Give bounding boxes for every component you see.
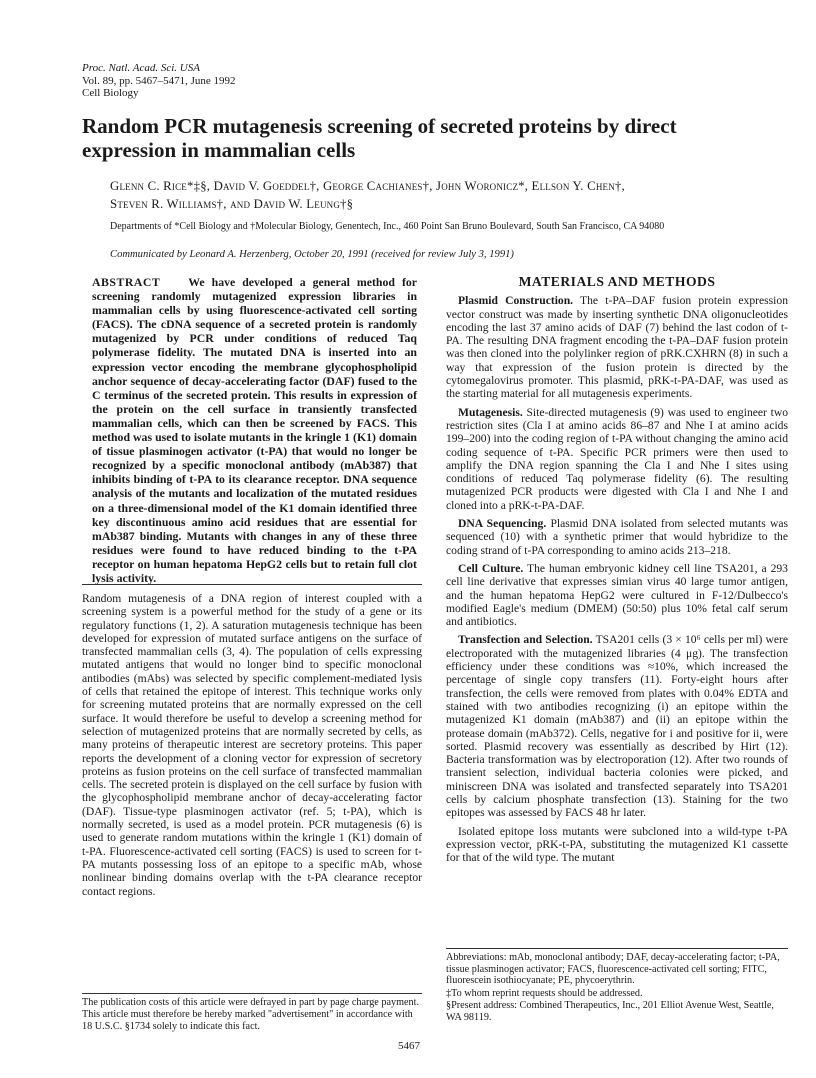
footnote-rule (82, 993, 422, 994)
present-address-note: §Present address: Combined Therapeutics, Inc., 201 Elliot Avenue West, Seattle, WA 98119. (446, 1000, 774, 1023)
methods-paragraph: Transfection and Selection. TSA201 cells (3 × 10⁶ cells per ml) were electroporated with the mutagenized libraries (4 μg). The transfection efficiency under these conditions was ≈10%, which increased the percentage of single copy transfers (11). Forty-eight hours after transfection, the cells were removed from plates with 0.04% EDTA and stained with two antibodies recognizing (i) an epitope within the mutagenized K1 domain (mAb387) and (ii) an epitope within the protease domain (mAb372). Cells, negative for i and positive for ii, were sorted. Plasmid recovery was essentially as described by Hirt (12). Bacteria transformation was by electroporation (12). After two rounds of transient selection, individual bacteria colonies were picked, and miniscreen DNA was isolated and transfected separately into TSA201 cells by calcium phosphate transfection (13). Staining for the two epitopes was assessed by FACS 48 hr later. (446, 633, 788, 820)
methods-paragraph: Cell Culture. The human embryonic kidney cell line TSA201, a 293 cell line derivative that expresses simian virus 40 large tumor antigen, and the human hepatoma HepG2 were cultured in F-12/Dulbecco's modified Eagle's medium (DMEM) (50:50) plus 10% fetal calf serum and antibiotics. (446, 561, 788, 629)
article-title: Random PCR mutagenesis screening of secreted proteins by direct expression in mammalian cells (82, 114, 677, 162)
journal-name: Proc. Natl. Acad. Sci. USA (82, 62, 200, 74)
abstract (92, 275, 417, 585)
volume-line: Vol. 89, pp. 5467–5471, June 1992 (82, 74, 236, 87)
methods-paragraph: Isolated epitope loss mutants were subcloned into a wild-type t-PA expression vector, pRK-t-PA, substituting the mutagenized K1 cassette for that of the wild type. The mutant (446, 824, 788, 865)
communicated-by: Communicated by Leonard A. Herzenberg, October 20, 1991 (received for review July 3, 1991) (110, 249, 514, 260)
page-number: 5467 (398, 1040, 420, 1052)
abstract-label: ABSTRACT (92, 275, 161, 289)
journal-header (82, 62, 236, 100)
methods-heading: MATERIALS AND METHODS (518, 274, 716, 289)
methods-column (446, 275, 788, 869)
reprint-note: ‡To whom reprint requests should be addressed. (446, 987, 643, 999)
publication-cost-footnote: The publication costs of this article were defrayed in part by page charge payment. This article must therefore be hereby marked "advertisement" in accordance with 18 U.S.C. §1734 solely to indicate this fact. (82, 997, 420, 1032)
abstract-divider (82, 584, 422, 585)
affiliation: Departments of *Cell Biology and †Molecular Biology, Genentech, Inc., 460 Point San Bruno Boulevard, South San Francisco, CA 94080 (110, 221, 665, 232)
intro-paragraph: Random mutagenesis of a DNA region of interest coupled with a screening system is a powerful method for the study of a gene or its regulatory functions (1, 2). A saturation mutagenesis technique has been developed for expression of mutated surface antigens on the surface of transfected mammalian cells (3, 4). The population of cells expressing mutated antigens that would no longer bind to specific monoclonal antibodies (mAbs) was selected by specific complement-mediated lysis of cells that retained the epitope of interest. This technique works only for screening mutated proteins that are normally expressed on the cell surface. It would therefore be useful to develop a screening method for selection of mutagenized proteins that are normally secreted by cells, as many proteins of therapeutic interest are secretory proteins. This paper reports the development of a cloning vector for expression of secretory proteins as fusion proteins on the cell surface of transfected mammalian cells. The secreted protein is displayed on the cell surface by fusion with the glycophospholipid membrane anchor of decay-accelerating factor (DAF). Tissue-type plasminogen activator (ref. 5; t-PA), which is normally secreted, is used as a model protein. PCR mutagenesis (6) is used to generate random mutations within the kringle 1 (K1) domain of t-PA. Fluorescence-activated cell sorting (FACS) is used to screen for t-PA mutants possessing loss of an epitope to a specific mAb, whose nonlinear binding domains overlap with the t-PA clearance receptor contact regions. (82, 592, 422, 898)
abbreviations-footnotes (446, 952, 788, 1025)
methods-paragraph: Plasmid Construction. The t-PA–DAF fusion protein expression vector construct was made by inserting synthetic DNA oligonucleotides encoding the last 37 amino acids of DAF (7) behind the last codon of t-PA. The resulting DNA fragment encoding the t-PA–DAF fusion protein was then cloned into the polylinker region of pRK.CXHRN (8) in such a way that expression of the fusion protein is directed by the cytomegalovirus promoter. This plasmid, pRK-t-PA-DAF, was used as the starting material for all mutagenesis experiments. (446, 294, 788, 401)
abstract-text: We have developed a general method for screening randomly mutagenized expression libraries in mammalian cells by using fluorescence-activated cell sorting (FACS). The cDNA sequence of a secreted protein is randomly mutagenized by PCR under conditions of reduced Taq polymerase fidelity. The mutated DNA is inserted into an expression vector encoding the membrane glycophospholipid anchor sequence of decay-accelerating factor (DAF) fused to the C terminus of the secreted protein. This results in expression of the protein on the cell surface in transiently transfected mammalian cells, which can then be screened by FACS. This method was used to isolate mutants in the kringle 1 (K1) domain of tissue plasminogen activator (t-PA) that would no longer be recognized by a specific monoclonal antibody (mAb387) that inhibits binding of t-PA to its clearance receptor. DNA sequence analysis of the mutants and localization of the mutated residues on a three-dimensional model of the K1 domain identified three key discontinuous amino acid residues that are essential for mAb387 binding. Mutants with changes in any of these three residues were found to have reduced binding to the t-PA receptor on human hepatoma HepG2 cells but to retain full clot lysis activity. (92, 275, 418, 585)
abbreviations-rule (446, 948, 788, 949)
introduction (82, 592, 422, 898)
section-name: Cell Biology (82, 87, 139, 99)
author-line-2: Steven R. Williams†, and David W. Leung†§ (110, 197, 354, 211)
methods-paragraph: DNA Sequencing. Plasmid DNA isolated from selected mutants was sequenced (10) with a synthetic primer that would hybridize to the coding strand of t-PA corresponding to amino acids 213–218. (446, 517, 788, 557)
methods-paragraph: Mutagenesis. Site-directed mutagenesis (9) was used to engineer two restriction sites (Cla I at amino acids 86–87 and Nhe I at amino acids 199–200) into the coding region of t-PA without changing the amino acid coding sequence of t-PA. Specific PCR primers were then used to amplify the DNA region spanning the Cla I and Nhe I sites using conditions of reduced Taq polymerase fidelity (6). The resulting mutagenized PCR products were digested with Cla I and Nhe I and cloned into a pRK-t-PA-DAF. (446, 405, 788, 512)
author-line-1: Glenn C. Rice*‡§, David V. Goeddel†, George Cachianes†, John Woronicz*, Ellson Y. Chen†, (110, 179, 625, 193)
author-list (110, 177, 790, 213)
abbreviations-note: Abbreviations: mAb, monoclonal antibody; DAF, decay-accelerating factor; t-PA, tissue plasminogen activator; FACS, fluorescence-activated cell sorting; FITC, fluorescein isothiocyanate; PE, phycoerythrin. (446, 952, 780, 987)
